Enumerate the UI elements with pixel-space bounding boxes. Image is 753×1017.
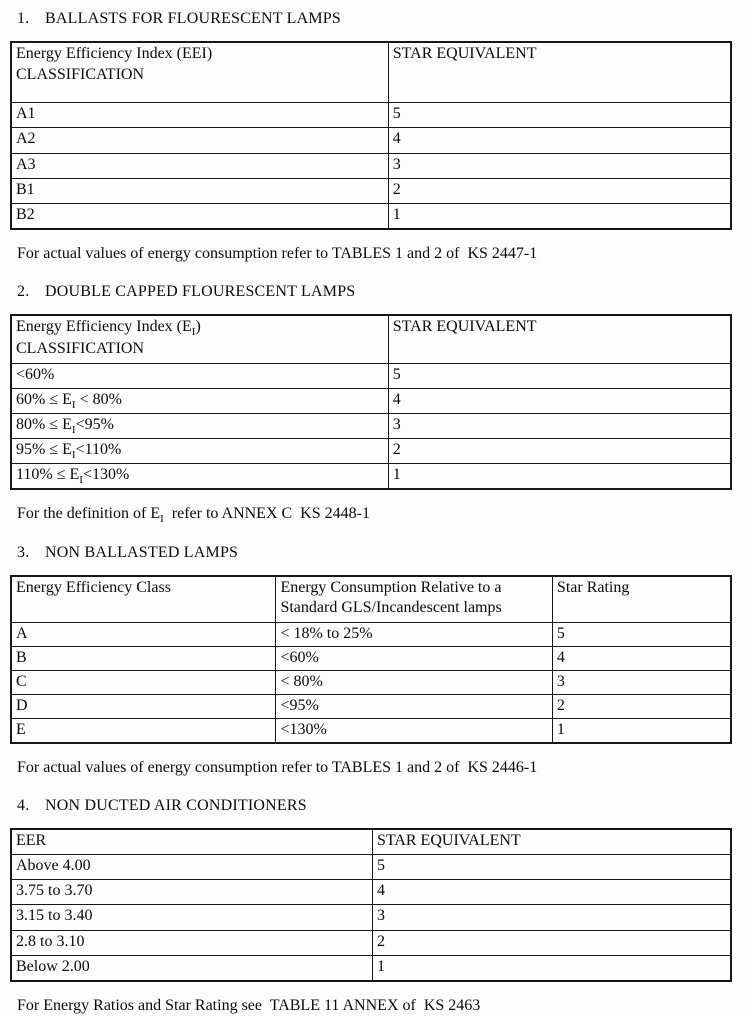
star-cell: 5 — [388, 103, 731, 128]
star-cell: 3 — [372, 905, 731, 930]
air-conditioners-header-row — [11, 829, 731, 855]
star-cell: 4 — [372, 880, 731, 905]
table-row — [11, 439, 731, 464]
consumption-cell: < 18% to 25% — [276, 622, 552, 646]
ballasts-table — [10, 41, 732, 230]
star-cell: 3 — [388, 153, 731, 178]
consumption-cell: <95% — [276, 694, 552, 718]
star-cell: 4 — [388, 388, 731, 413]
table-row — [11, 905, 731, 930]
header-eer: EER — [11, 829, 372, 855]
header-star-equivalent: STAR EQUIVALENT — [372, 829, 731, 855]
class-cell: D — [11, 694, 276, 718]
star-cell: 3 — [388, 413, 731, 438]
star-cell: 2 — [388, 178, 731, 203]
class-cell: B1 — [11, 178, 388, 203]
class-cell: A1 — [11, 103, 388, 128]
star-cell: 5 — [372, 855, 731, 880]
class-cell: A2 — [11, 128, 388, 153]
section-4-note: For Energy Ratios and Star Rating see TABLE 11 ANNEX of KS 2463 — [17, 996, 481, 1014]
table-row — [11, 464, 731, 490]
section-1-number: 1. — [17, 10, 30, 27]
air-conditioners-table — [10, 828, 732, 982]
consumption-cell: <60% — [276, 646, 552, 670]
non-ballasted-table — [10, 575, 732, 744]
star-cell: 1 — [388, 464, 731, 490]
double-capped-header-row — [11, 315, 731, 363]
eer-cell: Above 4.00 — [11, 855, 372, 880]
class-cell: B — [11, 646, 276, 670]
table-row — [11, 413, 731, 438]
table-row — [11, 103, 731, 128]
section-2-title — [10, 282, 732, 301]
ballasts-header-classification: Energy Efficiency Index (EEI) CLASSIFICATION — [11, 42, 388, 103]
class-cell: <60% — [11, 363, 388, 388]
ballasts-header-row — [11, 42, 731, 103]
section-4-number: 4. — [17, 796, 30, 814]
star-cell: 2 — [552, 694, 731, 718]
star-cell: 2 — [372, 930, 731, 955]
section-4-title — [10, 796, 732, 815]
star-cell: 1 — [388, 203, 731, 229]
table-row — [11, 388, 731, 413]
star-cell: 4 — [388, 128, 731, 153]
table-row — [11, 694, 731, 718]
double-capped-table — [10, 314, 732, 490]
class-cell: $80\% \le E_I<95\%$ — [11, 413, 388, 438]
table-row — [11, 178, 731, 203]
class-cell: $60\% \le E_I < 80\%$ — [11, 388, 388, 413]
section-1-title-text: BALLASTS FOR FLOURESCENT LAMPS — [45, 10, 341, 27]
table-row — [11, 855, 731, 880]
star-cell: 1 — [372, 955, 731, 981]
section-2-title-text: DOUBLE CAPPED FLOURESCENT LAMPS — [45, 283, 356, 301]
table-row — [11, 363, 731, 388]
table-row — [11, 955, 731, 981]
table-row — [11, 930, 731, 955]
star-cell: 5 — [388, 363, 731, 388]
consumption-cell: < 80% — [276, 670, 552, 694]
table-row — [11, 670, 731, 694]
table-row — [11, 880, 731, 905]
section-2-note: For the definition of $E_I$ refer to ANNEX C KS 2448-1 — [17, 505, 370, 526]
consumption-cell: <130% — [276, 718, 552, 743]
star-cell: 5 — [552, 622, 731, 646]
header-energy-consumption: Energy Consumption Relative to a Standard GLS/Incandescent lamps — [276, 576, 552, 623]
class-cell: E — [11, 718, 276, 743]
section-3-number: 3. — [17, 543, 30, 561]
non-ballasted-header-row — [11, 576, 731, 623]
class-cell: A3 — [11, 153, 388, 178]
section-4-title-text: NON DUCTED AIR CONDITIONERS — [45, 796, 307, 814]
eer-cell: 2.8 to 3.10 — [11, 930, 372, 955]
class-cell: C — [11, 670, 276, 694]
eer-cell: 3.15 to 3.40 — [11, 905, 372, 930]
table-row — [11, 718, 731, 743]
double-capped-header-star-equivalent: STAR EQUIVALENT — [388, 315, 731, 363]
double-capped-header-classification: Energy Efficiency Index $(E_I)$ CLASSIFICATION — [11, 315, 388, 363]
section-3-title-text: NON BALLASTED LAMPS — [45, 543, 239, 561]
class-cell: B2 — [11, 203, 388, 229]
section-3-note: For actual values of energy consumption refer to TABLES 1 and 2 of KS 2446-1 — [17, 758, 538, 776]
section-2-number: 2. — [17, 283, 30, 301]
header-star-rating: Star Rating — [552, 576, 731, 623]
star-cell: 3 — [552, 670, 731, 694]
ballasts-header-star-equivalent: STAR EQUIVALENT — [388, 42, 731, 103]
class-cell: $95\% \le E_I<110\%$ — [11, 439, 388, 464]
eer-cell: 3.75 to 3.70 — [11, 880, 372, 905]
section-non-ballasted-lamps — [10, 543, 732, 779]
table-row — [11, 646, 731, 670]
section-1-note: For actual values of energy consumption refer to TABLES 1 and 2 of KS 2447-1 — [17, 245, 538, 263]
section-ballasts — [10, 9, 732, 265]
eer-cell: Below 2.00 — [11, 955, 372, 981]
class-cell: A — [11, 622, 276, 646]
table-row — [11, 128, 731, 153]
section-1-title — [10, 9, 732, 28]
section-air-conditioners — [10, 796, 732, 1017]
table-row — [11, 153, 731, 178]
star-cell: 4 — [552, 646, 731, 670]
class-cell: $110\% \le E_I<130\%$ — [11, 464, 388, 490]
star-cell: 2 — [388, 439, 731, 464]
header-energy-efficiency-class: Energy Efficiency Class — [11, 576, 276, 623]
section-double-capped-lamps — [10, 282, 732, 525]
table-row — [11, 622, 731, 646]
table-row — [11, 203, 731, 229]
section-3-title — [10, 543, 732, 562]
star-cell: 1 — [552, 718, 731, 743]
